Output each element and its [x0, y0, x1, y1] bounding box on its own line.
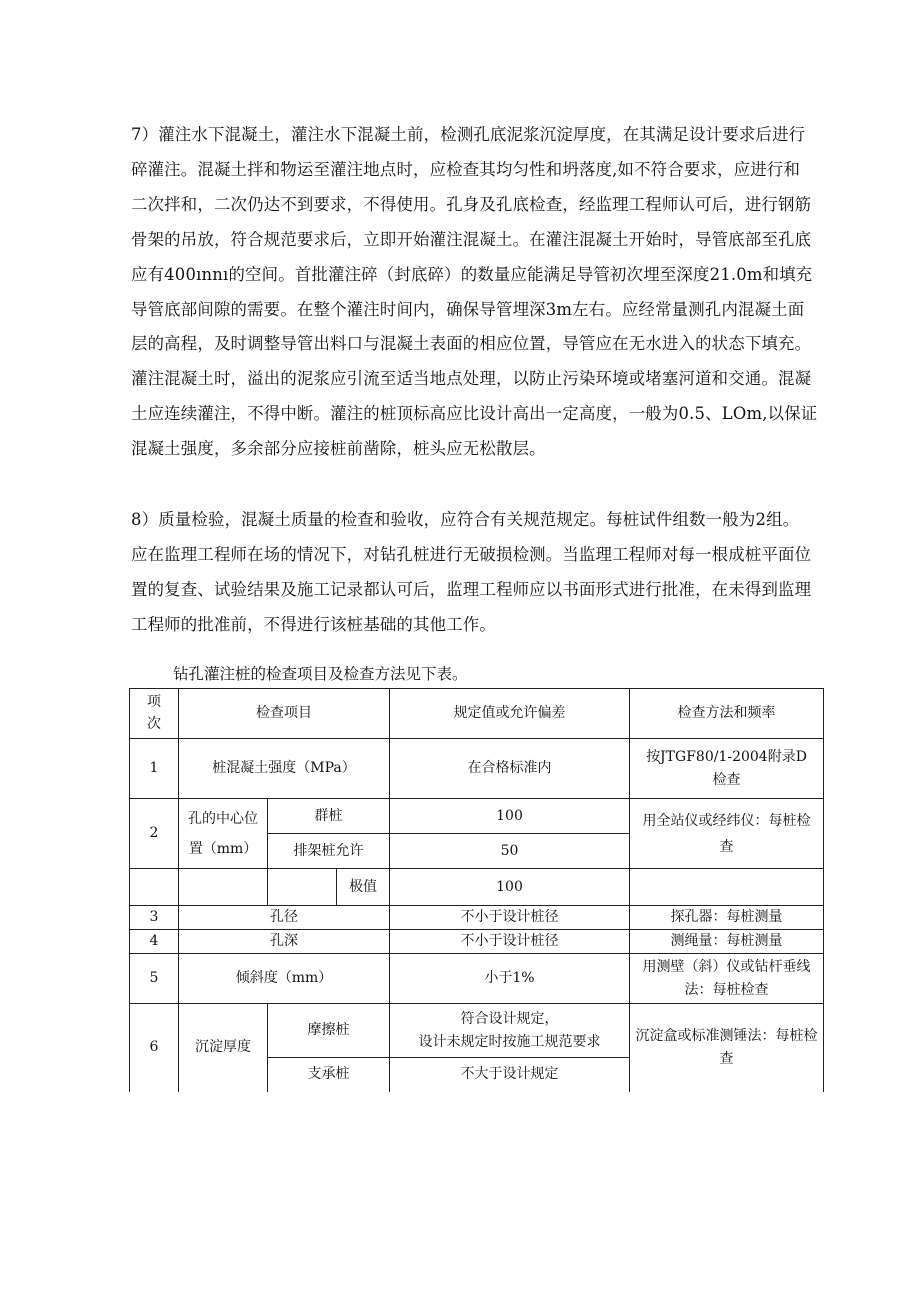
paragraph-line: 层的高程，及时调整导管出料口与混凝土表面的相应位置，导管应在无水进入的状态下填充。	[131, 334, 812, 354]
table-row	[130, 1004, 824, 1058]
paragraph-line: 7）灌注水下混凝土，灌注水下混凝土前，检测孔底泥浆沉淀厚度，在其满足设计要求后进行	[131, 125, 806, 144]
row-no: 6	[130, 1004, 179, 1092]
row-no: 3	[130, 906, 179, 930]
table-row	[130, 954, 824, 1004]
row-tolerance	[390, 1004, 630, 1058]
table-row	[130, 739, 824, 799]
table-caption: 钻孔灌注桩的检查项目及检查方法见下表。	[173, 665, 468, 683]
paragraph-line: 工程师的批准前，不得进行该桩基础的其他工作。	[131, 614, 496, 634]
row-no: 1	[130, 739, 179, 799]
inspection-table	[129, 688, 824, 1092]
row-subitem: 摩擦桩	[268, 1004, 390, 1058]
paragraph-8	[131, 503, 831, 643]
empty-cell	[630, 869, 824, 906]
row-method: 用全站仪或经纬仪：每桩检查	[630, 799, 824, 869]
paragraph-line: 土应连续灌注，不得中断。灌注的桩顶标高应比设计高出一定高度，一般为0.5、LOm,以保证	[131, 404, 818, 424]
paragraph-line: 导管底部间隙的需要。在整个灌注时间内，确保导管埋深3m左右。应经常量测孔内混凝土面	[131, 299, 805, 319]
row-item: 孔径	[179, 906, 390, 930]
row-no: 2	[130, 799, 179, 869]
paragraph-line: 8）质量检验，混凝土质量的检查和验收，应符合有关规范规定。每桩试件组数一般为2组。	[131, 510, 800, 529]
table-row	[130, 930, 824, 954]
row-method: 探孔器：每桩测量	[630, 906, 824, 930]
table-header-row	[130, 689, 824, 739]
empty-cell	[268, 869, 337, 906]
row-subitem: 排架桩允许	[268, 834, 390, 869]
row-method: 按JTGF80/1-2004附录D检查	[630, 739, 824, 799]
empty-cell	[179, 869, 268, 906]
row-method: 沉淀盒或标准测锤法：每桩检查	[630, 1004, 824, 1092]
paragraph-line: 灌注混凝土时，溢出的泥浆应引流至适当地点处理，以防止污染环境或堵塞河道和交通。混凝	[131, 369, 812, 389]
paragraph-line: 二次拌和，二次仍达不到要求，不得使用。孔身及孔底检查，经监理工程师认可后，进行钢筋	[131, 194, 812, 214]
row-item: 孔的中心位置（mm）	[179, 799, 268, 869]
paragraph-line: 应在监理工程师在场的情况下，对钻孔桩进行无破损检测。当监理工程师对每一根成桩平面位	[131, 544, 812, 564]
row-tolerance: 小于1%	[390, 954, 630, 1004]
row-subitem: 群桩	[268, 799, 390, 834]
row-tolerance: 50	[390, 834, 630, 869]
row-tolerance: 100	[390, 869, 630, 906]
tolerance-line: 设计未规定时按施工规范要求	[418, 1033, 601, 1050]
header-item: 检查项目	[179, 689, 390, 739]
row-item: 倾斜度（mm）	[179, 954, 390, 1004]
table-row	[130, 869, 824, 906]
row-method: 测绳量：每桩测量	[630, 930, 824, 954]
row-no: 5	[130, 954, 179, 1004]
header-method: 检查方法和频率	[630, 689, 824, 739]
row-no: 4	[130, 930, 179, 954]
paragraph-line: 碎灌注。混凝土拌和物运至灌注地点时，应检查其均匀性和坍落度,如不符合要求，应进行和	[131, 159, 801, 179]
row-method: 用测壁（斜）仪或钻杆垂线法：每桩检查	[630, 954, 824, 1004]
table-row	[130, 906, 824, 930]
row-item: 沉淀厚度	[179, 1004, 268, 1092]
row-tolerance: 不大于设计规定	[390, 1058, 630, 1092]
row-tolerance: 100	[390, 799, 630, 834]
header-no: 项次	[130, 689, 179, 739]
table-row	[130, 799, 824, 834]
row-subitem: 极值	[337, 869, 390, 906]
header-tolerance: 规定值或允许偏差	[390, 689, 630, 739]
paragraph-line: 骨架的吊放，符合规范要求后，立即开始灌注混凝土。在灌注混凝土开始时，导管底部至孔底	[131, 229, 812, 249]
row-subitem: 支承桩	[268, 1058, 390, 1092]
row-item: 孔深	[179, 930, 390, 954]
row-tolerance: 在合格标准内	[390, 739, 630, 799]
tolerance-line: 符合设计规定，	[460, 1010, 559, 1027]
row-item: 桩混凝土强度（MPa）	[179, 739, 390, 799]
paragraph-7	[131, 118, 831, 467]
empty-cell	[130, 869, 179, 906]
row-tolerance: 不小于设计桩径	[390, 906, 630, 930]
row-tolerance: 不小于设计桩径	[390, 930, 630, 954]
paragraph-line: 置的复查、试验结果及施工记录都认可后，监理工程师应以书面形式进行批准，在未得到监理	[131, 579, 812, 599]
paragraph-line: 应有400ınnı的空间。首批灌注碎（封底碎）的数量应能满足导管初次埋至深度21.0m和填充	[131, 264, 813, 284]
paragraph-line: 混凝土强度，多余部分应接桩前凿除，桩头应无松散层。	[131, 439, 546, 459]
